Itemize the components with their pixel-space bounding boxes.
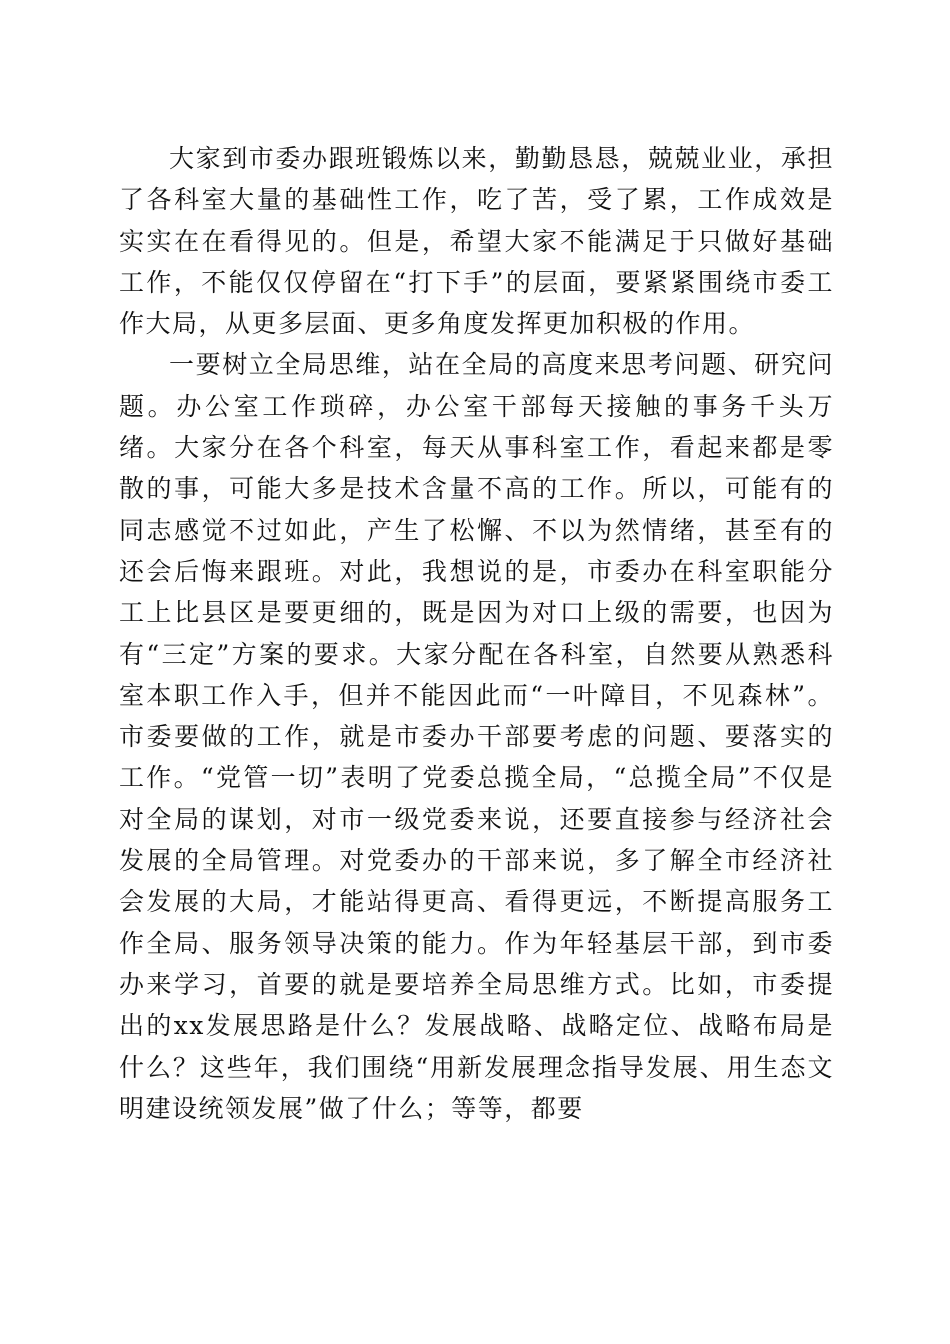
paragraph-intro: 大家到市委办跟班锻炼以来，勤勤恳恳，兢兢业业，承担了各科室大量的基础性工作，吃了苦，受了累，工作成效是实实在在看得见的。但是，希望大家不能满足于只做好基础工作，不能仅仅停留在“打下手”的层面，要紧紧围绕市委工作大局，从更多层面、更多角度发挥更加积极的作用。 xyxy=(119,144,834,339)
document-body xyxy=(119,138,834,1129)
paragraph-global-thinking: 一要树立全局思维，站在全局的高度来思考问题、研究问题。办公室工作琐碎，办公室干部每天接触的事务千头万绪。大家分在各个科室，每天从事科室工作，看起来都是零散的事，可能大多是技术含量不高的工作。所以，可能有的同志感觉不过如此，产生了松懈、不以为然情绪，甚至有的还会后悔来跟班。对此，我想说的是，市委办在科室职能分工上比县区是要更细的，既是因为对口上级的需要，也因为有“三定”方案的要求。大家分配在各科室，自然要从熟悉科室本职工作入手，但并不能因此而“一叶障目，不见森林”。市委要做的工作，就是市委办干部要考虑的问题、要落实的工作。“党管一切”表明了党委总揽全局，“总揽全局”不仅是对全局的谋划，对市一级党委来说，还要直接参与经济社会发展的全局管理。对党委办的干部来说，多了解全市经济社会发展的大局，才能站得更高、看得更远，不断提高服务工作全局、服务领导决策的能力。作为年轻基层干部，到市委办来学习，首要的就是要培养全局思维方式。比如，市委提出的xx发展思路是什么？发展战略、战略定位、战略布局是什么？这些年，我们围绕“用新发展理念指导发展、用生态文明建设统领发展”做了什么；等等，都要 xyxy=(119,350,834,1123)
